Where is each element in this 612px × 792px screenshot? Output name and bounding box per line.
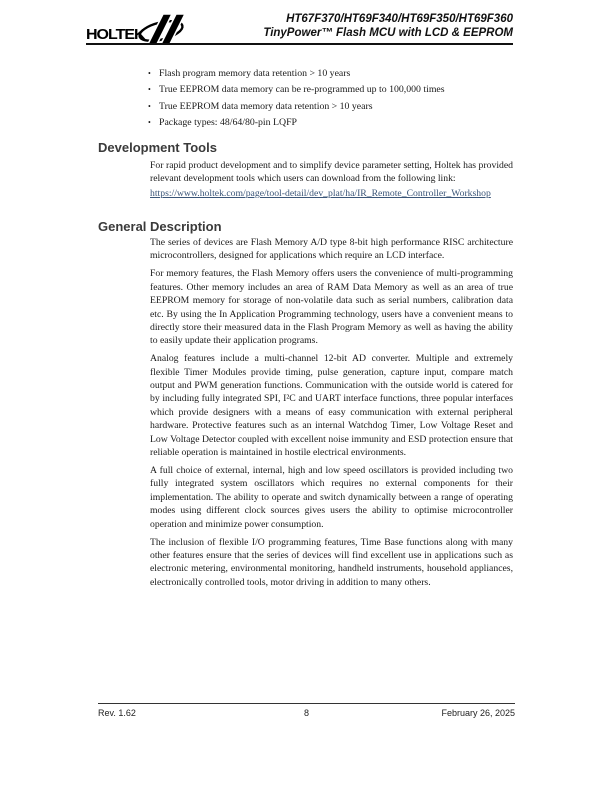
holtek-logo-text: HOLTEK	[86, 26, 145, 43]
header-divider	[86, 43, 513, 45]
list-item: • Package types: 48/64/80-pin LQFP	[148, 115, 512, 131]
development-tools-heading: Development Tools	[98, 140, 217, 155]
footer-date: February 26, 2025	[441, 708, 515, 718]
footer-divider	[98, 703, 515, 704]
document-title-line2: TinyPower™ Flash MCU with LCD & EEPROM	[263, 26, 513, 39]
document-title-line1: HT67F370/HT69F340/HT69F350/HT69F360	[286, 13, 513, 25]
footer	[98, 708, 515, 718]
list-item: • True EEPROM data memory can be re-programmed up to 100,000 times	[148, 82, 512, 98]
general-description-paragraph-4: A full choice of external, internal, high and low speed oscillators is provided including two fully integrated system oscillators which requires no external components for their implementation. The ability to operate and switch dynamically between a range of operating modes using different clock sources gives users the ability to optimise microcontroller operation and minimize power consumption.	[150, 465, 513, 530]
development-tools-link-row	[150, 187, 513, 200]
footer-revision: Rev. 1.62	[98, 708, 136, 718]
list-item: • True EEPROM data memory data retention > 10 years	[148, 99, 512, 115]
development-tools-link[interactable]: https://www.holtek.com/page/tool-detail/dev_plat/ha/IR_Remote_Controller_Workshop	[150, 188, 491, 199]
holtek-logo	[86, 13, 185, 46]
general-description-body	[150, 236, 513, 594]
general-description-heading: General Description	[98, 219, 222, 234]
feature-list	[148, 66, 512, 132]
document-title	[263, 13, 513, 40]
general-description-paragraph-3: Analog features include a multi-channel 12-bit AD converter. Multiple and extremely flexible Timer Modules provide timing, pulse generation, capture input, compare match output and PWM generation functions. Communication with the outside world is catered for by including fully integrated SPI, I²C and UART interface functions, three popular interfaces which provide designers with a means of easy communication with external peripheral hardware. Protective features such as an internal Watchdog Timer, Low Voltage Reset and Low Voltage Detector coupled with excellent noise immunity and ESD protection ensure that reliable operation is maintained in hostile electrical environments.	[150, 353, 513, 459]
general-description-paragraph-1: The series of devices are Flash Memory A/D type 8-bit high performance RISC architecture microcontrollers, designed for applications which require an LCD interface.	[150, 237, 513, 262]
development-tools-paragraph: For rapid product development and to simplify device parameter setting, Holtek has provided relevant development tools which users can download from the following link:	[150, 160, 513, 185]
footer-page-number: 8	[303, 708, 309, 718]
general-description-paragraph-2: For memory features, the Flash Memory offers users the convenience of multi-programming features. Other memory includes an area of RAM Data Memory as well as an area of true EEPROM memory for storage of non-volatile data such as serial numbers, calibration data etc. By using the In Application Programming technology, users have a convenient means to directly store their measured data in the Flash Program Memory as well as having the ability to easily update their application programs.	[150, 268, 513, 347]
list-item: • Flash program memory data retention > 10 years	[148, 66, 512, 82]
general-description-paragraph-5: The inclusion of flexible I/O programming features, Time Base functions along with many other features ensure that the series of devices will find excellent use in applications such as electronic metering, environmental monitoring, handheld instruments, household appliances, electronically controlled tools, motor driving in addition to many others.	[150, 536, 513, 588]
